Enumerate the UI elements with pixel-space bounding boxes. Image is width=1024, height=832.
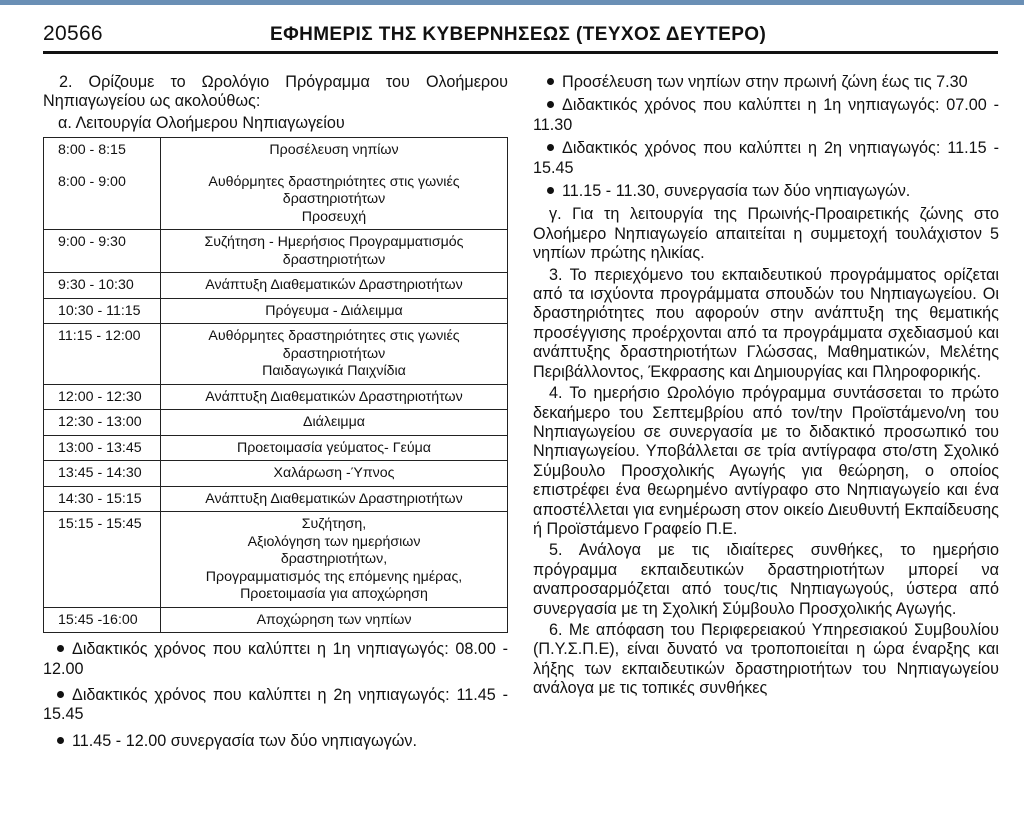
time-cell [44,138,161,230]
activity-cell [161,486,508,512]
activity-line: Αποχώρηση των νηπίων [256,611,412,628]
activity-line: δραστηριοτήτων [282,345,386,362]
paragraph-6: 6. Με απόφαση του Περιφερειακού Υπηρεσιακού Συμβουλίου (Π.Υ.Σ.Π.Ε), είναι δυνατό να τροποποιείται η ώρα έναρξης και λήξης των εκπαιδευτικών δραστηριοτήτων του Νηπιαγωγείου ανάλογα με τις τοπικές συνθήκες [533,620,999,698]
table-row [44,435,508,461]
time-cell [44,324,161,385]
activity-line: Προσευχή [301,208,367,225]
activity-cell [161,410,508,436]
left-bullet-text: Διδακτικός χρόνος που καλύπτει η 2η νηπιαγωγός: 11.45 - 15.45 [43,686,508,724]
time-cell [44,230,161,273]
spacer [167,160,501,174]
time-cell [44,435,161,461]
left-bullet-1 [43,640,508,679]
time-range: 12:00 - 12:30 [58,388,142,405]
activity-line: δραστηριοτήτων [282,251,386,268]
table-row [44,324,508,385]
time-cell [44,273,161,299]
right-bullet-text: Προσέλευση των νηπίων στην πρωινή ζώνη έως τις 7.30 [562,73,968,91]
right-bullet-text: Διδακτικός χρόνος που καλύπτει η 1η νηπιαγωγός: 07.00 - 11.30 [533,96,999,134]
activity-line: Πρόγευμα - Διάλειμμα [265,302,403,319]
table-row [44,410,508,436]
table-row [44,607,508,633]
time-cell [44,410,161,436]
activity-cell [161,324,508,385]
time-cell [44,607,161,633]
activity-cell [161,273,508,299]
activity-line: Ανάπτυξη Διαθεματικών Δραστηριοτήτων [205,490,463,507]
time-cell [44,512,161,608]
right-bullet-4 [533,182,999,201]
table-row [44,230,508,273]
bullet-icon [547,101,554,108]
top-edge-bar [0,0,1024,5]
activity-cell [161,435,508,461]
right-bullet-text: 11.15 - 11.30, συνεργασία των δύο νηπιαγωγών. [562,182,911,201]
time-range: 13:00 - 13:45 [58,439,142,456]
table-row [44,512,508,608]
intro-paragraph: 2. Ορίζουμε το Ωρολόγιο Πρόγραμμα του Ολοήμερου Νηπιαγωγείου ως ακολούθως: [43,73,508,111]
activity-line: Αυθόρμητες δραστηριότητες στις γωνιές [208,328,460,345]
spacer [58,160,154,174]
activity-cell [161,384,508,410]
bullet-icon [57,645,64,652]
activity-line: Προγραμματισμός της επόμενης ημέρας, [205,568,463,585]
left-column [43,73,508,751]
activity-line: Προετοιμασία για αποχώρηση [240,586,428,603]
time-cell [44,461,161,487]
left-bullet-2 [43,686,508,725]
header-rule [43,51,998,54]
activity-line: Ανάπτυξη Διαθεματικών Δραστηριοτήτων [205,277,463,294]
table-row [44,298,508,324]
time-range: 14:30 - 15:15 [58,490,142,507]
page-number: 20566 [43,22,103,45]
time-range: 11:15 - 12:00 [58,328,141,345]
time-range: 12:30 - 13:00 [58,414,142,431]
activity-line: Συζήτηση - Ημερήσιος Προγραμματισμός [204,234,464,251]
table-row [44,384,508,410]
activity-line: δραστηριοτήτων [282,191,386,208]
schedule-table [43,137,508,633]
activity-cell [161,138,508,230]
activity-line: δραστηριοτήτων, [280,551,388,568]
bullet-icon [547,144,554,151]
right-bullet-3 [533,139,999,178]
activity-line: Αυθόρμητες δραστηριότητες στις γωνιές [208,173,460,190]
paragraph-5: 5. Ανάλογα με τις ιδιαίτερες συνθήκες, το ημερήσιο πρόγραμμα εκπαιδευτικών δραστηριοτήτων μπορεί να αναπροσαρμόζεται από τους/τις Νηπιαγωγούς, ύστερα από συνεργασία με τη Σχολική Σύμβουλο Προσχολικής Αγωγής. [533,541,999,618]
time-range: 15:45 -16:00 [58,611,138,628]
table-row [44,486,508,512]
activity-line: Παιδαγωγικά Παιχνίδια [262,363,406,380]
activity-cell [161,298,508,324]
right-column [533,73,999,701]
section-a-heading: α. Λειτουργία Ολοήμερου Νηπιαγωγείου [58,113,345,132]
activity-cell [161,607,508,633]
time-range: 8:00 - 8:15 [58,142,126,159]
paragraph-4: 4. Το ημερήσιο Ωρολόγιο πρόγραμμα συντάσσεται το πρώτο δεκαήμερο του Σεπτεμβρίου από τον/την Προϊστάμενο/νη του Νηπιαγωγείου σε συνεργασία με το διδακτικό προσωπικό του Νηπιαγωγείου. Υποβάλλεται σε τρία αντίγραφα στο/στη Σχολικό Σύμβουλο Προσχολικής Αγωγής για θεώρηση, ο οποίος επιστρέφει ένα θεωρημένο αντίγραφο στο Νηπιαγωγείο και ένα αποστέλλεται για ενημέρωση στον οικείο Διευθυντή Εκπαίδευσης ή Προϊστάμενο Γραφείο Π.Ε. [533,384,999,538]
bullet-icon [547,78,554,85]
activity-line: Προσέλευση νηπίων [269,142,399,159]
schedule-table-body [44,138,508,633]
activity-cell [161,461,508,487]
paragraph-g: γ. Για τη λειτουργία της Πρωινής-Προαιρετικής ζώνης στο Ολοήμερο Νηπιαγωγείο απαιτείται η συμμετοχή τουλάχιστον 5 νηπίων πρώτης ηλικίας. [533,205,999,263]
time-cell [44,486,161,512]
activity-line: Ανάπτυξη Διαθεματικών Δραστηριοτήτων [205,388,463,405]
activity-cell [161,512,508,608]
left-bullet-text: 11.45 - 12.00 συνεργασία των δύο νηπιαγωγών. [72,731,417,750]
table-row [44,273,508,299]
activity-line: Συζήτηση, [301,516,367,533]
activity-cell [161,230,508,273]
time-range: 8:00 - 9:00 [58,173,126,190]
left-bullet-text: Διδακτικός χρόνος που καλύπτει η 1η νηπιαγωγός: 08.00 - 12.00 [43,640,508,678]
bullet-icon [57,737,64,744]
time-range: 9:00 - 9:30 [58,234,126,251]
bullet-icon [57,691,64,698]
activity-line: Προετοιμασία γεύματος- Γεύμα [236,439,432,456]
right-bullet-text: Διδακτικός χρόνος που καλύπτει η 2η νηπιαγωγός: 11.15 - 15.45 [533,139,999,177]
time-range: 15:15 - 15:45 [58,516,142,533]
page-header [43,18,998,52]
table-row [44,461,508,487]
time-range: 9:30 - 10:30 [58,277,134,294]
paragraph-3: 3. Το περιεχόμενο του εκπαιδευτικού προγράμματος ορίζεται από τα ισχύοντα προγράμματα σπουδών του Νηπιαγωγείου. Οι δραστηριότητες που αφορούν στην ανάπτυξη της θεματικής προσέγγισης προέρχονται από τα προγράμματα σχεδιασμού και ανάπτυξης δραστηριοτήτων Γλώσσας, Μαθηματικών, Μελέτης Περιβάλλοντος, Έκφρασης και Δημιουργίας και Πληροφορικής. [533,265,999,381]
time-range: 10:30 - 11:15 [58,302,141,319]
bullet-icon [547,187,554,194]
left-bullet-3 [43,732,508,751]
time-range: 13:45 - 14:30 [58,465,142,482]
gazette-title: ΕΦΗΜΕΡΙΣ ΤΗΣ ΚΥΒΕΡΝΗΣΕΩΣ (ΤΕΥΧΟΣ ΔΕΥΤΕΡΟ) [270,24,767,45]
activity-line: Χαλάρωση -Ύπνος [273,465,395,482]
right-bullet-2 [533,96,999,135]
table-row [44,138,508,230]
right-bullet-1 [533,73,999,92]
activity-line: Αξιολόγηση των ημερήσιων [247,533,421,550]
time-cell [44,298,161,324]
activity-line: Διάλειμμα [303,414,365,431]
time-cell [44,384,161,410]
